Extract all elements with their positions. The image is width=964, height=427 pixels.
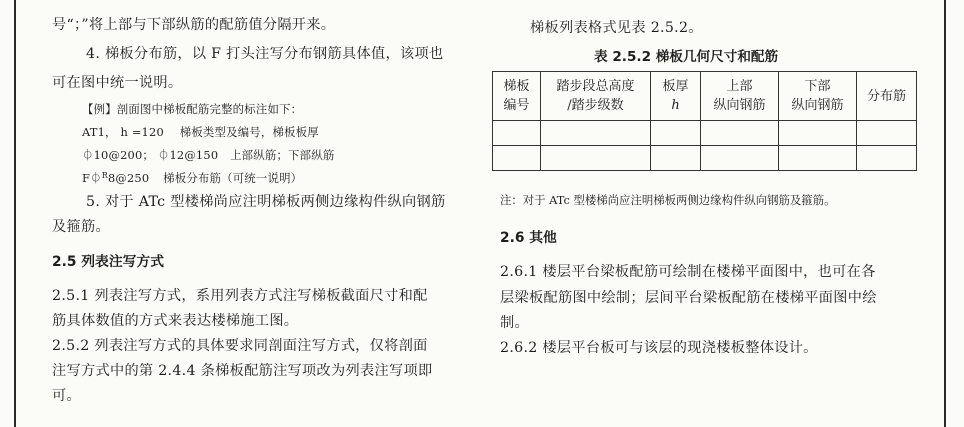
item-5-line-2: 及箍筋。: [52, 219, 110, 235]
page-border-right: [944, 0, 946, 427]
example-2-pre: 10@200；: [93, 148, 155, 162]
table-cell: [651, 121, 701, 146]
table-cell: [779, 121, 857, 146]
para-2-5-1-line-2: 筋具体数值的方式来表达楼梯施工图。: [52, 313, 299, 329]
example-3-desc: 梯板分布筋（可统一说明）: [163, 171, 303, 185]
item-5-line-1: 5. 对于 ATc 型楼梯尚应注明梯板两侧边缘构件纵向钢筋: [86, 194, 446, 210]
example-1-desc: 梯板类型及编号，梯板板厚: [179, 125, 319, 139]
example-2-mid: 12@150: [169, 148, 219, 162]
para-2-6-1-line-2: 层梁板配筋图中绘制；层间平台梁板配筋在楼梯平面图中绘: [500, 290, 877, 306]
table-header-row: [493, 72, 917, 121]
left-line-1: 号“；”将上部与下部纵筋的配筋值分隔开来。: [52, 17, 336, 33]
para-2-6-1-line-3: 制。: [500, 315, 529, 331]
para-2-5-1-line-1: 2.5.1 列表注写方式，系用列表方式注写梯板截面尺寸和配: [52, 288, 428, 304]
table-cell: [651, 146, 701, 171]
table-cell: [701, 121, 779, 146]
header-bottom-rebar: 下部 纵向钢筋: [779, 72, 857, 121]
para-2-6-2: 2.6.2 楼层平台板可与该层的现浇楼板整体设计。: [500, 340, 818, 356]
para-2-5-2-line-3: 可。: [52, 388, 81, 404]
rebar-symbol-icon: ⏀: [82, 148, 94, 162]
section-2-5-heading: 2.5 列表注写方式: [52, 254, 165, 270]
table-cell: [493, 146, 541, 171]
table-note: 注：对于 ATc 型楼梯尚应注明梯板两侧边缘构件纵向钢筋及箍筋。: [500, 193, 836, 207]
para-2-5-2-line-1: 2.5.2 列表注写方式的具体要求同剖面注写方式，仅将剖面: [52, 338, 428, 354]
page-border-left: [14, 0, 16, 427]
rebar-symbol-icon: ⏀$^R$: [90, 171, 108, 185]
table-row: [493, 146, 917, 171]
header-slab-id: 梯板 编号: [493, 72, 541, 121]
example-line-1: [82, 124, 319, 140]
para-2-5-2-line-2: 注写方式中的第 2.4.4 条梯板配筋注写项改为列表注写项即: [52, 363, 433, 379]
example-2-desc: 上部纵筋；下部纵筋: [230, 148, 335, 162]
item-4-line-1: 4. 梯板分布筋，以 F 打头注写分布钢筋具体值，该项也: [86, 46, 444, 62]
table-cell: [779, 146, 857, 171]
example-title: 【例】剖面图中梯板配筋完整的标注如下：: [82, 102, 303, 116]
header-top-rebar: 上部 纵向钢筋: [701, 72, 779, 121]
item-4-line-2: 可在图中统一说明。: [52, 75, 183, 91]
table-cell: [541, 146, 651, 171]
table-intro: 梯板列表格式见表 2.5.2。: [530, 20, 703, 36]
rebar-grade-sup: R: [101, 171, 108, 180]
table-cell: [857, 146, 917, 171]
table-cell: [857, 121, 917, 146]
example-3-code: 8@250: [107, 171, 150, 185]
table-cell: [541, 121, 651, 146]
example-line-3: [82, 170, 302, 186]
table-caption: 表 2.5.2 梯板几何尺寸和配筋: [594, 49, 779, 65]
header-step-height: 踏步段总高度 /踏步级数: [541, 72, 651, 121]
table-cell: [493, 121, 541, 146]
example-1-code: AT1， h =120: [82, 125, 164, 139]
stair-slab-table: [492, 71, 917, 171]
para-2-6-1-line-1: 2.6.1 楼层平台梁板配筋可绘制在楼梯平面图中，也可在各: [500, 264, 876, 280]
example-line-2: [82, 147, 334, 163]
section-2-6-heading: 2.6 其他: [500, 230, 557, 246]
rebar-f-prefix: F: [82, 171, 91, 185]
header-thickness: 板厚 h: [651, 72, 701, 121]
rebar-symbol-icon: ⏀: [157, 148, 170, 162]
table-cell: [701, 146, 779, 171]
header-distribution-rebar: 分布筋: [857, 72, 917, 121]
table-row: [493, 121, 917, 146]
